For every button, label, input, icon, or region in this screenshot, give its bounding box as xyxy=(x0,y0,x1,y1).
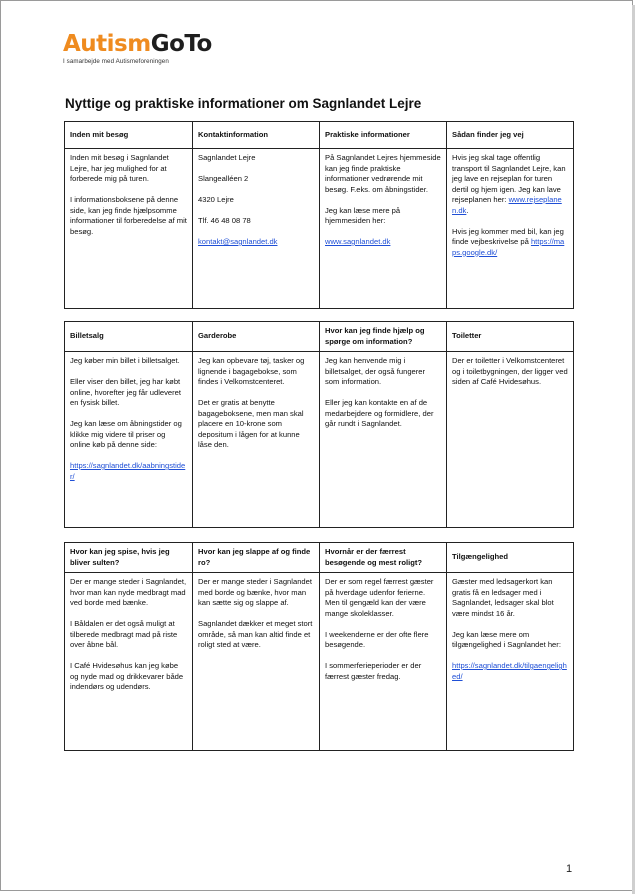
cell-paragraph xyxy=(452,227,568,259)
table-cell xyxy=(447,149,574,309)
cell-paragraph xyxy=(198,619,314,651)
logo-wordmark xyxy=(63,31,212,57)
paragraph-text: Eller jeg kan kontakte en af de medarbejdere og formidlere, der går rundt i Sagnlandet. xyxy=(325,398,434,428)
page-number: 1 xyxy=(566,863,573,875)
column-header: Sådan finder jeg vej xyxy=(447,122,574,149)
paragraph-text: Jeg kan henvende mig i billetsalget, der også fungerer som information. xyxy=(325,356,426,386)
cell-paragraph xyxy=(70,356,187,367)
paragraph-text: Jeg kan opbevare tøj, tasker og lignende i bagagebokse, som findes i Velkomstcenteret. xyxy=(198,356,305,386)
cell-paragraph xyxy=(70,661,187,693)
paragraph-text: Jeg kan læse mere om tilgængelighed i Sagnlandet her: xyxy=(452,629,561,649)
table-header-row xyxy=(65,122,574,149)
table-cell xyxy=(65,149,193,309)
logo-word-autism: Autism xyxy=(63,31,151,57)
cell-paragraph xyxy=(198,577,314,609)
column-header: Hvor kan jeg spise, hvis jeg bliver sulten? xyxy=(65,543,193,573)
paragraph-text: Jeg køber min billet i billetsalget. xyxy=(70,356,180,365)
paragraph-text: Jeg kan læse om åbningstider og klikke mig videre til priser og online køb på denne side: xyxy=(70,419,182,449)
table-cell xyxy=(193,149,320,309)
cell-paragraph xyxy=(325,630,441,651)
hyperlink[interactable]: www.rejseplanen.dk xyxy=(452,195,562,215)
table-header-row xyxy=(65,543,574,573)
paragraph-text: Hvis jeg skal tage offentlig transport til Sagnlandet Lejre, kan jeg lave en rejseplan for turen dertil og hjem igen. Jeg kan lave rejseplanen her: xyxy=(452,153,566,204)
cell-paragraph xyxy=(198,356,314,388)
paragraph-text: På Sagnlandet Lejres hjemmeside kan jeg finde praktiske informationer vedrørende mit besøg. F.eks. om åbningstider. xyxy=(325,153,441,194)
cell-paragraph xyxy=(452,153,568,216)
cell-paragraph xyxy=(325,237,441,248)
cell-paragraph xyxy=(198,237,314,248)
cell-paragraph xyxy=(198,153,314,164)
cell-paragraph xyxy=(70,461,187,482)
paragraph-text: Der er toiletter i Velkomstcenteret og i toiletbygningen, der ligger ved siden af Café Hvidesøhus. xyxy=(452,356,568,386)
logo-word-goto: GoTo xyxy=(150,31,212,57)
cell-paragraph xyxy=(325,153,441,195)
cell-paragraph xyxy=(325,398,441,430)
paragraph-text: Sagnlandet Lejre xyxy=(198,153,256,162)
paragraph-text: Hvis jeg kommer med bil, kan jeg finde vejbeskrivelse på xyxy=(452,226,564,246)
cell-paragraph xyxy=(325,206,441,227)
cell-paragraph xyxy=(452,661,568,682)
column-header: Billetsalg xyxy=(65,322,193,352)
paragraph-suffix: . xyxy=(466,205,469,215)
table-cell xyxy=(65,352,193,528)
info-table-2 xyxy=(64,321,574,528)
column-header: Hvor kan jeg finde hjælp og spørge om information? xyxy=(320,322,447,352)
paragraph-text: I weekenderne er der ofte flere besøgende. xyxy=(325,629,429,649)
table-header-row xyxy=(65,322,574,352)
paragraph-text: Slangealléen 2 xyxy=(198,174,249,183)
table-body-row xyxy=(65,573,574,751)
column-header: Tilgængelighed xyxy=(447,543,574,573)
cell-paragraph xyxy=(325,356,441,388)
cell-paragraph xyxy=(198,216,314,227)
cell-paragraph xyxy=(452,356,568,388)
cell-paragraph xyxy=(70,619,187,651)
hyperlink[interactable]: https://sagnlandet.dk/aabningstider/ xyxy=(70,461,186,481)
cell-paragraph xyxy=(198,398,314,451)
paragraph-text: Der er mange steder i Sagnlandet med borde og bænke, hvor man kan sætte sig og slappe af. xyxy=(198,577,312,607)
info-table-3 xyxy=(64,542,574,751)
cell-paragraph xyxy=(452,630,568,651)
column-header: Toiletter xyxy=(447,322,574,352)
logo-tagline: I samarbejde med Autismeforeningen xyxy=(63,58,169,65)
table-cell xyxy=(320,573,447,751)
paragraph-text: Inden mit besøg i Sagnlandet Lejre, har jeg mulighed for at forberede mig på turen. xyxy=(70,153,169,183)
paragraph-text: Tlf. 46 48 08 78 xyxy=(198,216,251,225)
cell-paragraph xyxy=(198,195,314,206)
column-header: Garderobe xyxy=(193,322,320,352)
column-header: Kontaktinformation xyxy=(193,122,320,149)
table-cell xyxy=(193,573,320,751)
column-header: Hvornår er der færrest besøgende og mest roligt? xyxy=(320,543,447,573)
cell-paragraph xyxy=(198,174,314,185)
paragraph-text: Gæster med ledsagerkort kan gratis få en ledsager med i Sagnlandet, ledsager skal blot være mindst 16 år. xyxy=(452,577,554,618)
hyperlink[interactable]: kontakt@sagnlandet.dk xyxy=(198,237,278,246)
hyperlink[interactable]: https://maps.google.dk/ xyxy=(452,237,565,257)
table-cell xyxy=(320,149,447,309)
table-body-row xyxy=(65,149,574,309)
table-cell xyxy=(320,352,447,528)
paragraph-text: I Båldalen er det også muligt at tilberede medbragt mad på riste over åbne bål. xyxy=(70,619,178,649)
column-header: Hvor kan jeg slappe af og finde ro? xyxy=(193,543,320,573)
paragraph-text: Sagnlandet dækker et meget stort område, så man kan altid finde et roligt sted at være. xyxy=(198,619,313,649)
cell-paragraph xyxy=(452,577,568,619)
column-header: Inden mit besøg xyxy=(65,122,193,149)
autismgoto-logo xyxy=(63,31,212,65)
cell-paragraph xyxy=(70,153,187,185)
paragraph-text: I informationsboksene på denne side, kan jeg finde hjælpsomme informationer til forberedelse af mit besøg. xyxy=(70,195,187,236)
table-cell xyxy=(447,573,574,751)
cell-paragraph xyxy=(70,577,187,609)
paragraph-text: I sommerferieperioder er der færrest gæster fredag. xyxy=(325,661,422,681)
page-title: Nyttige og praktiske informationer om Sagnlandet Lejre xyxy=(65,96,422,111)
paragraph-text: Eller viser den billet, jeg har købt online, hvorefter jeg får udleveret en fysisk billet. xyxy=(70,377,182,407)
paragraph-text: I Café Hvidesøhus kan jeg købe og nyde mad og drikkevarer både indendørs og udendørs. xyxy=(70,661,184,691)
info-table-1 xyxy=(64,121,574,309)
table-body-row xyxy=(65,352,574,528)
cell-paragraph xyxy=(325,577,441,619)
hyperlink[interactable]: https://sagnlandet.dk/tilgaengelighed/ xyxy=(452,661,567,681)
column-header: Praktiske informationer xyxy=(320,122,447,149)
paragraph-text: Der er som regel færrest gæster på hverdage udenfor ferierne. Men til gengæld kan der være mange skoleklasser. xyxy=(325,577,434,618)
table-cell xyxy=(65,573,193,751)
paragraph-text: 4320 Lejre xyxy=(198,195,234,204)
paragraph-text: Der er mange steder i Sagnlandet, hvor man kan nyde medbragt mad ved borde med bænke. xyxy=(70,577,187,607)
paragraph-text: Jeg kan læse mere på hjemmesiden her: xyxy=(325,205,401,225)
cell-paragraph xyxy=(325,661,441,682)
hyperlink[interactable]: www.sagnlandet.dk xyxy=(325,237,391,246)
table-cell xyxy=(447,352,574,528)
paragraph-text: Det er gratis at benytte bagageboksene, men man skal placere en 10-krone som depositum i lågen for at kunne låse den. xyxy=(198,398,304,449)
cell-paragraph xyxy=(70,419,187,451)
table-cell xyxy=(193,352,320,528)
cell-paragraph xyxy=(70,377,187,409)
cell-paragraph xyxy=(70,195,187,237)
